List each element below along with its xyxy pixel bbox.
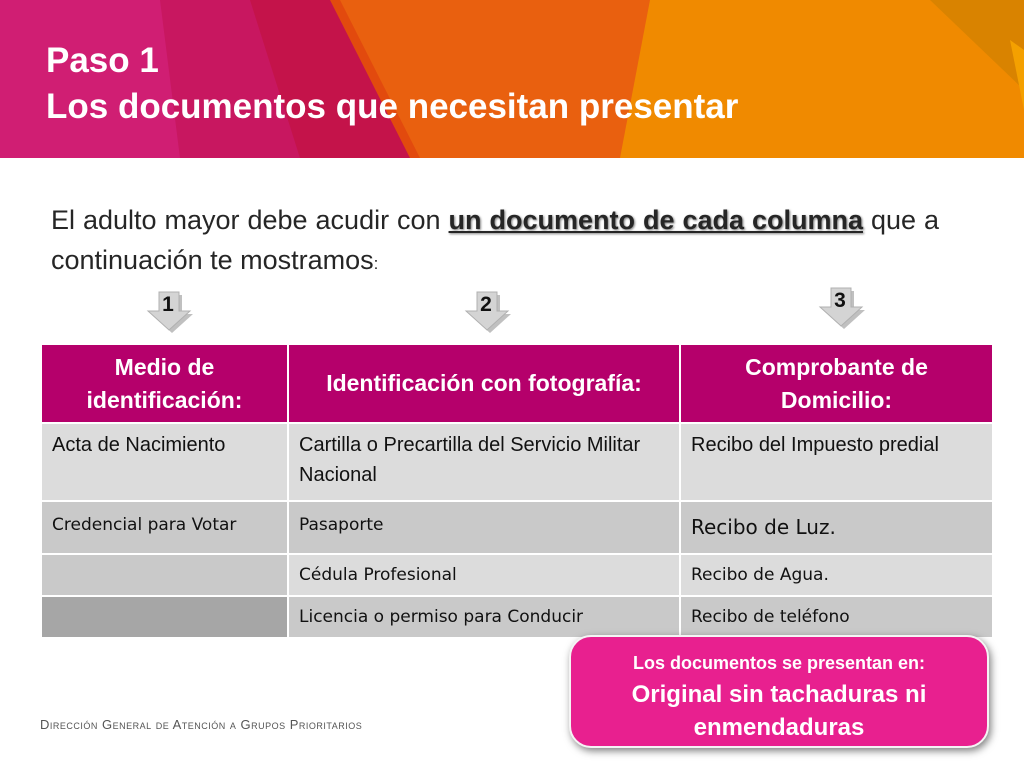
- requirements-callout: [569, 635, 989, 748]
- table-cell: Pasaporte: [288, 501, 680, 554]
- callout-requirement: Original sin tachaduras ni enmendaduras: [631, 681, 927, 741]
- table-row: [41, 554, 993, 596]
- step-number: 3: [834, 289, 846, 312]
- intro-emphasis: un documento de cada columna: [448, 205, 863, 235]
- title-heading: Los documentos que necesitan presentar: [46, 87, 739, 126]
- page-title: [46, 38, 738, 130]
- title-step: Paso 1: [46, 41, 159, 80]
- table-cell: Recibo del Impuesto predial: [680, 423, 993, 501]
- table-cell: Cartilla o Precartilla del Servicio Militar Nacional: [288, 423, 680, 501]
- column-header-id-medium: Medio de identificación:: [41, 344, 288, 423]
- table-cell-empty: [41, 596, 288, 638]
- intro-suffix: que a continuación te mostramos: [51, 205, 939, 275]
- table-cell: Cédula Profesional: [288, 554, 680, 596]
- table-cell: Recibo de Agua.: [680, 554, 993, 596]
- callout-intro: Los documentos se presentan en:: [632, 653, 926, 673]
- column-header-photo-id: Identificación con fotografía:: [288, 344, 680, 423]
- table-row: [41, 596, 993, 638]
- step-arrow-1: [146, 290, 202, 336]
- intro-end: :: [373, 254, 379, 273]
- table-cell: Recibo de teléfono: [680, 596, 993, 638]
- table-cell: Licencia o permiso para Conducir: [288, 596, 680, 638]
- intro-prefix: El adulto mayor debe acudir con: [51, 205, 449, 235]
- table-header-row: [41, 344, 993, 423]
- table-cell: Credencial para Votar: [41, 501, 288, 554]
- header-banner: [0, 0, 1024, 158]
- table-row: [41, 423, 993, 501]
- footer-organization: Dirección General de Atención a Grupos Prioritarios: [40, 717, 363, 732]
- column-header-proof-of-address: Comprobante de Domicilio:: [680, 344, 993, 423]
- intro-paragraph: [51, 200, 939, 284]
- step-number: 2: [480, 293, 492, 316]
- step-arrow-2: [464, 290, 520, 336]
- documents-table: [40, 343, 994, 639]
- table-cell: Recibo de Luz.: [680, 501, 993, 554]
- step-arrow-3: [818, 286, 874, 332]
- table-cell-empty: [41, 554, 288, 596]
- table-row: [41, 501, 993, 554]
- table-cell: Acta de Nacimiento: [41, 423, 288, 501]
- step-number: 1: [162, 293, 174, 316]
